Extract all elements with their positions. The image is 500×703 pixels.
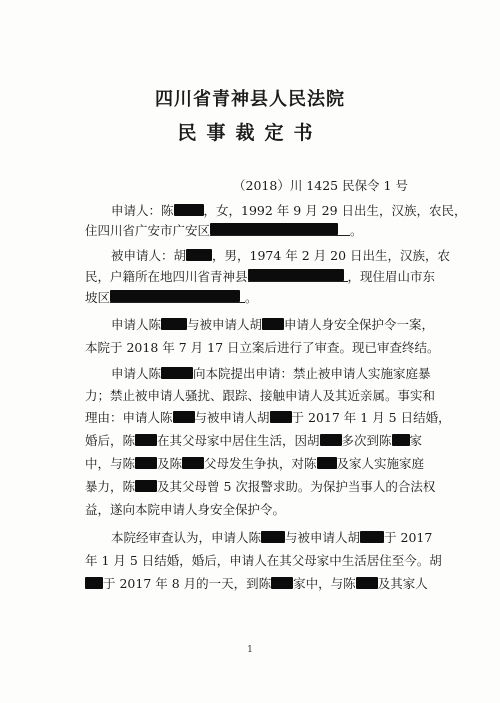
paragraph-1-line-1: 申请人陈 与被申请人胡 申请人身安全保护令一案， [111,317,435,332]
applicant-line-1: 申请人：陈 ，女，1992 年 9 月 29 日出生，汉族，农民， [111,203,467,218]
redaction-mark [262,318,284,330]
page-number: 1 [247,645,253,655]
paragraph-2-line-3: 理由：申请人陈 与被申请人胡 于 2017 年 1 月 5 日结婚， [85,410,451,425]
redaction-mark [173,411,195,423]
respondent-line-3: 坡区 。 [85,290,258,305]
paragraph-2-line-7: 益，遂向本院申请人身安全保护令。 [85,502,286,517]
paragraph-2-line-6: 暴力，陈 及其父母曾 5 次报警求助。为保护当事人的合法权 [85,479,436,494]
paragraph-3-line-3: 于 2017 年 8 月的一天，到陈 家中，与陈 及其家人 [85,576,430,592]
redaction-mark [186,249,212,261]
respondent-line-1: 被申请人：胡 ，男，1974 年 2 月 20 日出生，汉族，农 [111,248,451,263]
paragraph-3-line-1: 本院经审查认为，申请人陈 与被申请人胡 于 2017 [111,530,433,545]
redaction-mark [182,457,204,469]
redaction-mark [261,531,285,543]
paragraph-1-line-2: 本院于 2018 年 7 月 17 日立案后进行了审查。现已审查终结。 [85,340,440,355]
redaction-mark [360,531,384,543]
redaction-mark [320,434,342,446]
redaction-mark [161,318,187,330]
applicant-line-2: 住四川省广安市广安区 。 [85,223,363,238]
paragraph-2-line-1: 申请人陈 向本院提出申请：禁止被申请人实施家庭暴 [111,366,431,381]
redaction-mark [270,411,292,423]
paragraph-2-line-5: 中，与陈 及陈 父母发生争执，对陈 及家人实施家庭 [85,456,425,471]
redaction-mark [135,434,157,446]
redaction-mark [356,577,378,589]
redaction-mark [174,204,204,216]
case-number: （2018）川 1425 民保令 1 号 [233,178,408,193]
redaction-mark [85,577,103,589]
court-name: 四川省青神县人民法院 [155,89,345,110]
redaction-mark [161,367,193,379]
redaction-mark [248,269,344,281]
redaction-mark [110,290,240,302]
redaction-mark [317,457,337,469]
document-title: 民事裁定书 [177,122,323,144]
paragraph-2-line-2: 力；禁止被申请人骚扰、跟踪、接触申请人及其近亲属。事实和 [85,388,436,403]
redaction-mark [135,457,157,469]
redaction-mark [135,480,157,492]
respondent-line-2: 民，户籍所在地四川省青神县 ，现住眉山市东 [85,269,436,284]
redaction-mark [271,577,293,589]
redaction-mark [210,223,338,235]
paragraph-3-line-2: 年 1 月 5 日结婚，婚后，申请人在其父母家中生活居住至今。胡 [85,553,442,568]
paragraph-2-line-4: 婚后，陈 在其父母家中居住生活，因胡 多次到陈 家 [85,433,423,448]
redaction-mark [392,434,410,446]
